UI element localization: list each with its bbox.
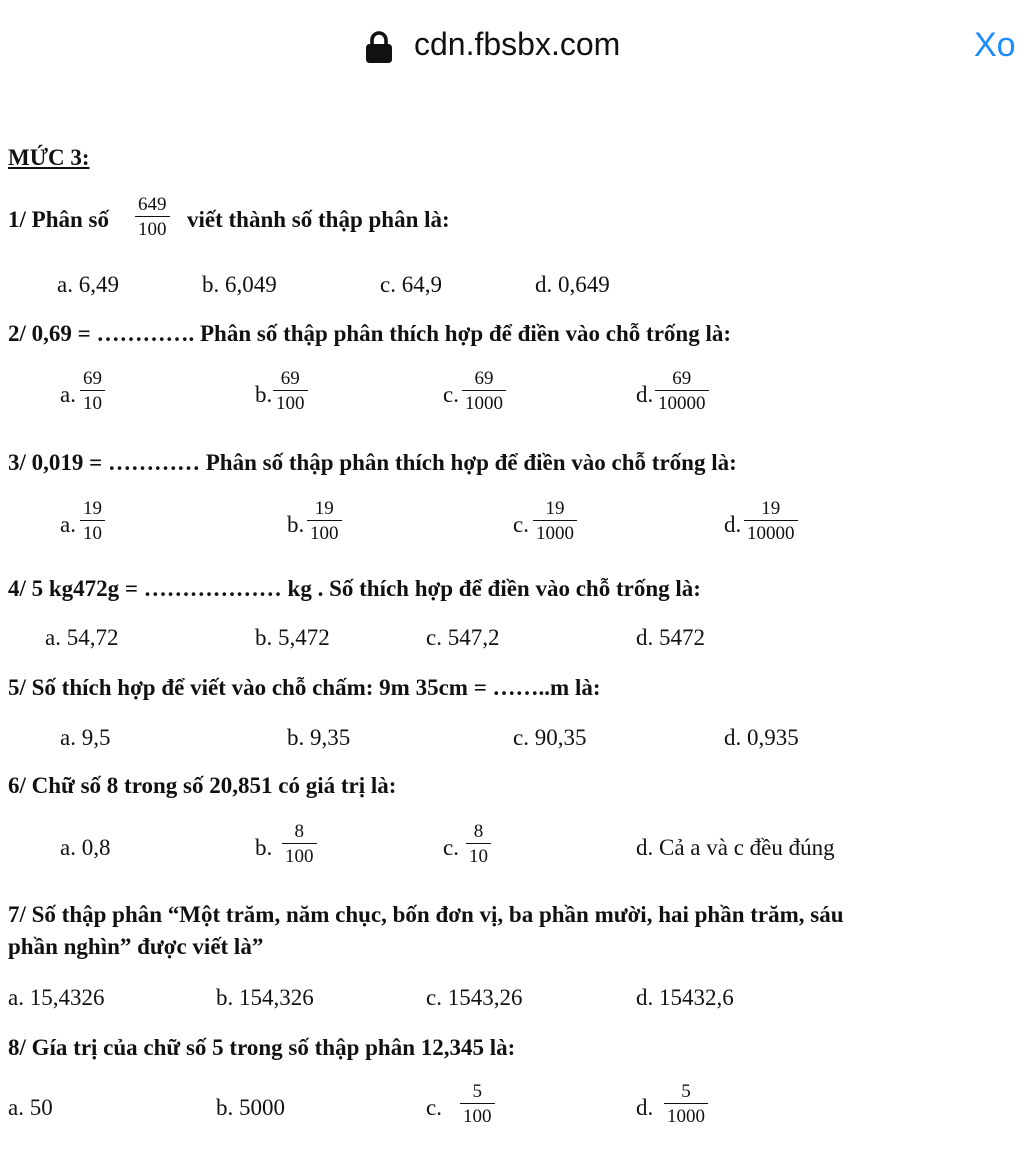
q2-option-a-label: a. [60, 382, 76, 407]
q3-option-d-fraction [744, 499, 798, 543]
q2-option-d-numerator: 69 [672, 368, 692, 389]
q3-option-b-numerator: 19 [314, 498, 334, 519]
url-text[interactable]: cdn.fbsbx.com [414, 26, 621, 62]
q3-option-c-label: c. [513, 512, 529, 537]
q2-option-c-label: c. [443, 382, 459, 407]
q1-fraction [135, 195, 170, 239]
q2-option-c-numerator: 69 [474, 368, 494, 389]
q7-line-2: phần nghìn” được viết là” [8, 934, 264, 959]
q4-option-d: d. 5472 [636, 625, 705, 650]
q7-option-c: c. 1543,26 [426, 985, 523, 1010]
q4-text: 4/ 5 kg472g = ……………… kg . Số thích hợp để điền vào chỗ trống là: [8, 576, 701, 601]
q3-option-c-numerator: 19 [545, 498, 565, 519]
q8-option-c-fraction [460, 1082, 495, 1126]
q6-option-c-label: c. [443, 835, 459, 860]
q8-option-c-label: c. [426, 1095, 442, 1120]
q2-option-b-numerator: 69 [280, 368, 300, 389]
q1-fraction-numerator: 649 [138, 194, 167, 215]
q7-line-1: 7/ Số thập phân “Một trăm, năm chục, bốn đơn vị, ba phần mười, hai phần trăm, sáu [8, 902, 844, 927]
q2-text: 2/ 0,69 = …………. Phân số thập phân thích hợp để điền vào chỗ trống là: [8, 321, 731, 346]
q7-option-a: a. 15,4326 [8, 985, 105, 1010]
q2-option-d-label: d. [636, 382, 654, 407]
q2-option-a-numerator: 69 [83, 368, 102, 389]
q8-option-c-denominator: 100 [463, 1106, 492, 1127]
q1-suffix: viết thành số thập phân là: [187, 207, 450, 232]
q2-option-a-denominator: 10 [83, 393, 102, 414]
q2-option-c-denominator: 1000 [465, 393, 503, 414]
q5-text: 5/ Số thích hợp để viết vào chỗ chấm: 9m 35cm = ……..m là: [8, 675, 601, 700]
q8-option-d-denominator: 1000 [667, 1106, 705, 1127]
q8-text: 8/ Gía trị của chữ số 5 trong số thập phân 12,345 là: [8, 1035, 516, 1060]
q7-option-d: d. 15432,6 [636, 985, 734, 1010]
q1-prefix: 1/ Phân số [8, 207, 109, 232]
q6-option-b-numerator: 8 [294, 821, 304, 842]
q5-option-a: a. 9,5 [60, 725, 111, 750]
q1-option-d: d. 0,649 [535, 272, 610, 297]
q3-option-b-denominator: 100 [310, 523, 339, 544]
q6-option-c-fraction [466, 822, 491, 866]
q5-option-c: c. 90,35 [513, 725, 587, 750]
q2-option-b-label: b. [255, 382, 273, 407]
q3-option-c-fraction [533, 499, 577, 543]
q6-option-a: a. 0,8 [60, 835, 111, 860]
q7-option-b: b. 154,326 [216, 985, 314, 1010]
q2-option-c-fraction [462, 369, 506, 413]
q6-option-b-fraction [282, 822, 317, 866]
q1-option-a: a. 6,49 [57, 272, 119, 297]
q3-option-b-fraction [307, 499, 342, 543]
q8-option-c-numerator: 5 [472, 1081, 482, 1102]
q2-option-a-fraction [80, 369, 105, 413]
q3-option-c-denominator: 1000 [536, 523, 574, 544]
q2-option-d-fraction [655, 369, 709, 413]
q8-option-d-label: d. [636, 1095, 654, 1120]
q1-fraction-denominator: 100 [138, 219, 167, 240]
q6-option-b-label: b. [255, 835, 273, 860]
q8-option-a: a. 50 [8, 1095, 53, 1120]
q3-option-a-numerator: 19 [83, 498, 102, 519]
q3-option-b-label: b. [287, 512, 305, 537]
q3-option-a-label: a. [60, 512, 76, 537]
q1-option-b: b. 6,049 [202, 272, 277, 297]
q3-option-d-denominator: 10000 [747, 523, 795, 544]
q6-option-b-denominator: 100 [285, 846, 314, 867]
q8-option-b: b. 5000 [216, 1095, 285, 1120]
q6-option-c-numerator: 8 [473, 821, 484, 842]
q3-option-d-numerator: 19 [761, 498, 781, 519]
q8-option-d-fraction [664, 1082, 708, 1126]
q1-option-c: c. 64,9 [380, 272, 442, 297]
q4-option-b: b. 5,472 [255, 625, 330, 650]
q2-option-b-denominator: 100 [276, 393, 305, 414]
q5-option-b: b. 9,35 [287, 725, 351, 750]
q3-text: 3/ 0,019 = ………… Phân số thập phân thích hợp để điền vào chỗ trống là: [8, 450, 737, 475]
q3-option-a-fraction [80, 499, 105, 543]
q8-option-d-numerator: 5 [681, 1081, 691, 1102]
q2-option-b-fraction [273, 369, 308, 413]
q3-option-d-label: d. [724, 512, 742, 537]
q4-option-a: a. 54,72 [45, 625, 119, 650]
page-heading: MỨC 3: [8, 145, 90, 170]
q6-option-c-denominator: 10 [469, 846, 488, 867]
q3-option-a-denominator: 10 [83, 523, 102, 544]
q5-option-d: d. 0,935 [724, 725, 799, 750]
done-button[interactable]: Xo [974, 26, 1016, 64]
q4-option-c: c. 547,2 [426, 625, 500, 650]
q2-option-d-denominator: 10000 [658, 393, 706, 414]
q6-option-d: d. Cả a và c đều đúng [636, 835, 835, 860]
q6-text: 6/ Chữ số 8 trong số 20,851 có giá trị là: [8, 773, 397, 798]
